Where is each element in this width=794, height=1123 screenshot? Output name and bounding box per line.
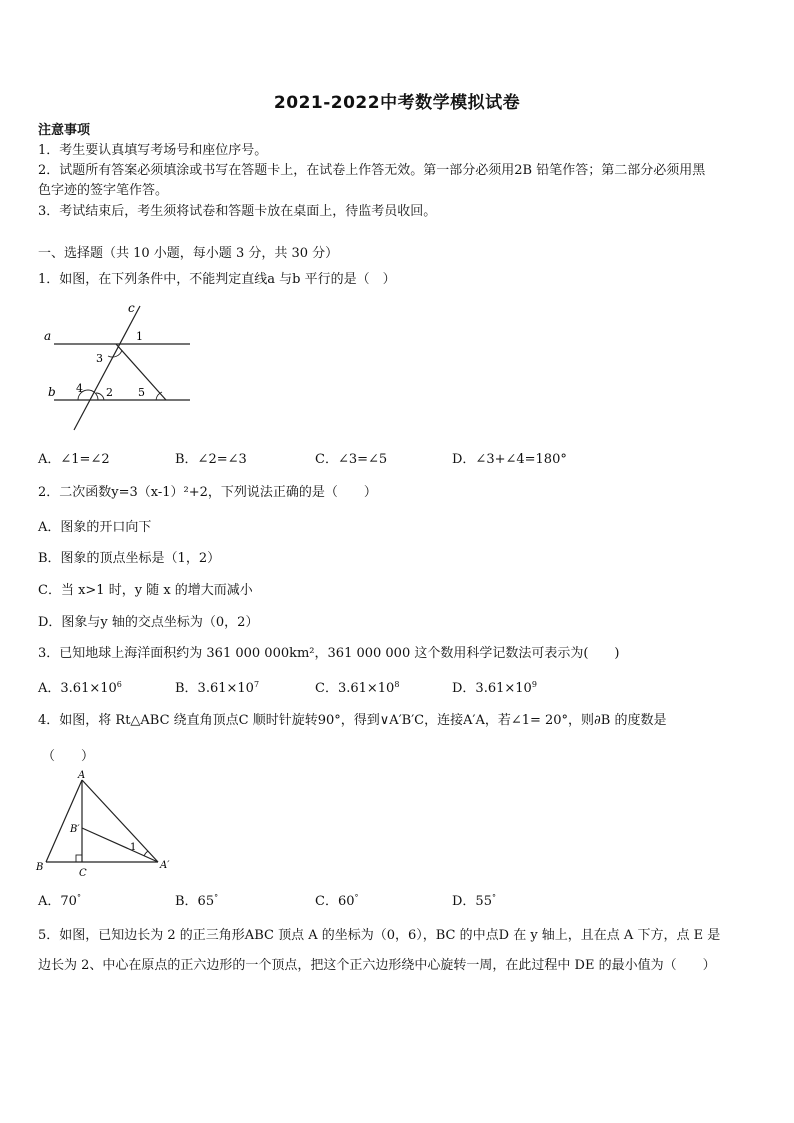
angle-label-1: 1 — [136, 330, 143, 343]
label-a: a — [44, 329, 52, 343]
option-c: C．∠3=∠5 — [315, 452, 388, 467]
label-c: c — [128, 301, 135, 315]
page-title: 2021-2022中考数学模拟试卷 — [273, 93, 521, 113]
question-3-stem: 3．已知地球上海洋面积约为 361 000 000km²，361 000 000 这个数用科学记数法可表示为( ) — [38, 646, 620, 661]
note-item: 2．试题所有答案必须填涂或书写在答题卡上，在试卷上作答无效。第一部分必须用2B 铅笔作答；第二部分必须用黑 — [38, 163, 706, 178]
option-a: A．$3.61\times 10^6$ — [38, 680, 122, 696]
segment-b1a1 — [82, 828, 158, 862]
option-c: C．60° — [315, 893, 359, 909]
note-item: 1．考生要认真填写考场号和座位序号。 — [38, 143, 268, 158]
section-heading: 一、选择题（共 10 小题，每小题 3 分，共 30 分） — [38, 246, 339, 261]
note-item: 色字迹的签字笔作答。 — [38, 183, 169, 198]
option-a: A．70° — [38, 893, 81, 909]
option-a: A．∠1=∠2 — [38, 452, 110, 467]
notes-heading: 注意事项 — [38, 123, 91, 138]
question-4-options — [38, 890, 758, 908]
question-4-figure — [34, 770, 184, 880]
angle-5-arc — [156, 392, 162, 400]
question-1-figure — [38, 300, 198, 440]
angle-label-2: 2 — [106, 386, 113, 399]
option-c: C．$3.61\times 10^8$ — [315, 680, 400, 696]
label-b-prime: B′ — [70, 824, 80, 835]
question-5-line-1: 5．如图，已知边长为 2 的正三角形ABC 顶点 A 的坐标为（0，6），BC 的中点D 在 y 轴上，且在点 A 下方，点 E 是 — [38, 928, 721, 943]
angle-label-3: 3 — [96, 352, 103, 365]
label-b: b — [48, 385, 56, 399]
question-2-option-d: D．图象与y 轴的交点坐标为（0，2） — [38, 615, 259, 630]
question-4-stem: 4．如图，将 Rt△ABC 绕直角顶点C 顺时针旋转90°，得到∨A′B′C，连接A′A，若∠1= 20°，则∂B 的度数是 — [38, 713, 667, 728]
segment-aa1 — [82, 780, 158, 862]
option-b: B．∠2=∠3 — [175, 452, 247, 467]
question-2-option-c: C．当 x>1 时，y 随 x 的增大而减小 — [38, 583, 253, 598]
angle-label-4: 4 — [76, 382, 83, 395]
line-c — [74, 306, 140, 430]
angle-label-5: 5 — [138, 386, 145, 399]
option-b: B．65° — [175, 893, 219, 909]
label-a-prime: A′ — [160, 860, 170, 871]
question-1-stem: 1．如图，在下列条件中，不能判定直线a 与b 平行的是（ ） — [38, 272, 396, 287]
label-b: B — [36, 862, 44, 873]
angle-label-1: 1 — [130, 842, 137, 853]
option-d: D．∠3+∠4=180° — [452, 452, 567, 467]
option-b: B．$3.61\times 10^7$ — [175, 680, 260, 696]
question-3-options — [38, 677, 758, 695]
question-4-answer-paren: （ ） — [42, 749, 95, 764]
option-d: D．55° — [452, 893, 496, 909]
question-2-option-a: A．图象的开口向下 — [38, 520, 152, 535]
option-d: D．$3.61\times 10^9$ — [452, 680, 537, 696]
label-a: A — [78, 770, 86, 781]
side-ab — [46, 780, 82, 862]
angle-1-arc — [144, 851, 148, 856]
question-1-options — [38, 448, 758, 466]
question-5-line-2: 边长为 2、中心在原点的正六边形的一个顶点，把这个正六边形绕中心旋转一周，在此过程中 DE 的最小值为（ ） — [38, 958, 716, 973]
question-2-stem: 2．二次函数y=3（x-1）²+2，下列说法正确的是（ ） — [38, 485, 377, 500]
right-angle-mark — [76, 855, 82, 862]
question-2-option-b: B．图象的顶点坐标是（1，2） — [38, 551, 221, 566]
label-c: C — [79, 868, 87, 879]
note-item: 3．考试结束后，考生须将试卷和答题卡放在桌面上，待监考员收回。 — [38, 204, 437, 219]
